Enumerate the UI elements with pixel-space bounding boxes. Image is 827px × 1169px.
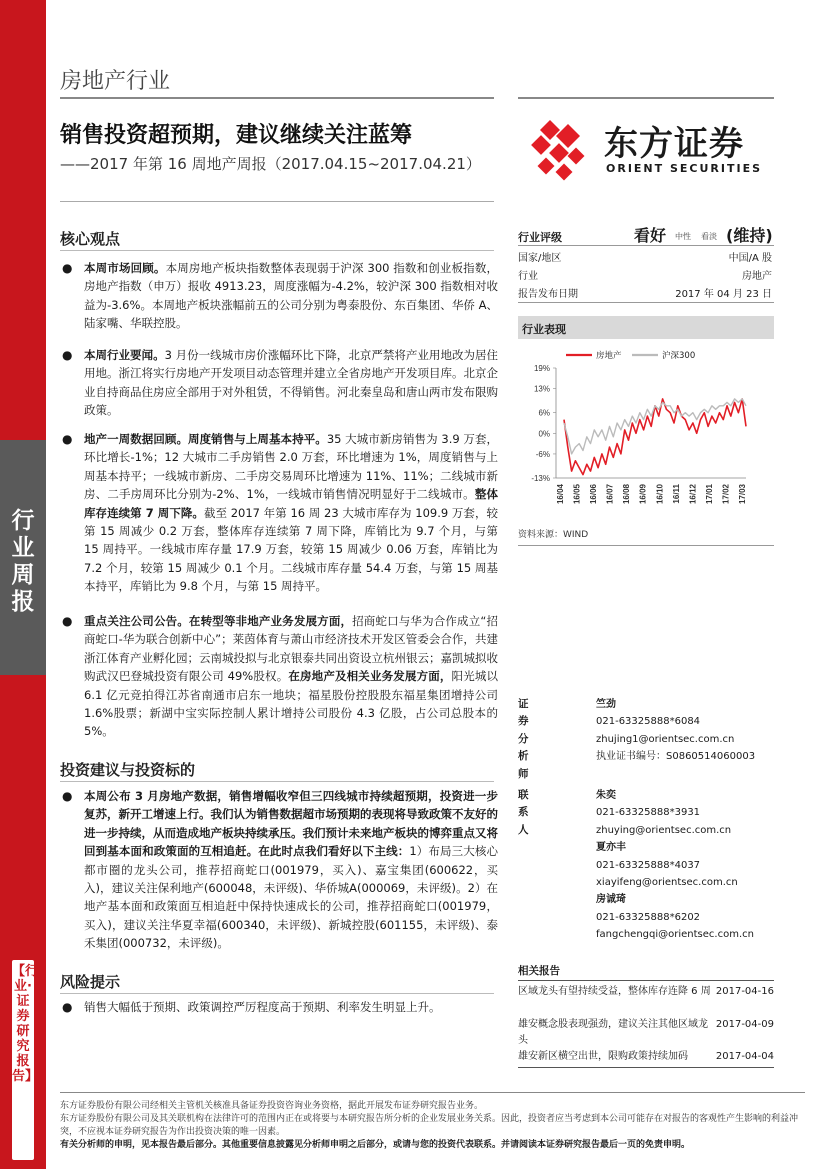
bullet-icon: ●: [62, 789, 73, 803]
analyst-role: 证券分析师: [518, 698, 529, 780]
contacts-role: 联系人: [518, 789, 529, 836]
core-heading-line: [60, 250, 494, 251]
analyst-email[interactable]: zhujing1@orientsec.com.cn: [596, 733, 735, 745]
footer-line-qualification: 东方证券股份有限公司经相关主管机关核准具备证券投资咨询业务资格，据此开展发布证券研究报告业务。: [60, 1101, 484, 1111]
chart-legend-label: 房地产: [596, 351, 622, 361]
advice-heading-line: [60, 781, 494, 782]
chart-x-tick-label: 17/03: [738, 484, 747, 505]
header-divider-right: [518, 97, 774, 99]
chart-y-tick-label: 13%: [533, 384, 550, 394]
performance-chart: [518, 344, 774, 514]
rating-row: [518, 222, 774, 246]
contact-email[interactable]: fangchengqi@orientsec.com.cn: [596, 929, 754, 941]
related-item[interactable]: 区域龙头有望持续受益，整体库存连降 6 周 2017-04-16: [518, 986, 774, 997]
core-item-data-review: ● 地产一周数据回顾。周度销售与上周基本持平。35 大城市新房销售为 3.9 万套，环比增长-1%；12 大城市二手房销售 2.0 万套，环比增速为 1%，周度销售与上周基本持平；一线城市新房、二手房交易周环比增速为 11%、11%；二线城市新房、二手房周环比分别为-2%、1%，一线城市销售情况明显好于二线城市。整体库存连续第 7 周下降。截至 2017 年第 16 周 23 大城市库存为 109.9 万套，较第 15 周减少 0.2 万套，整体库存连续第 7 周下降，库销比为 9.7 个月，与第 15 周持平。一线城市库存量 17.9 万套，较第 15 周减少 0.06 万套，库销比为 7.2 个月，较第 15 周减少 0.1 个月。二线城市库存量 54.4 万套，与第 15 周基本持平，库销比为 9.8 个月，与第 15 周持平。: [62, 432, 499, 594]
related-bottom-divider: [518, 1067, 774, 1068]
footer-divider: [60, 1092, 805, 1093]
advice-paragraph: ● 本周公布 3 月房地产数据，销售增幅收窄但三四线城市持续超预期，投资进一步复苏，新开工增速上行。我们认为销售数据超市场预期的表现将导致政策不友好的进一步持续，从而造成地产板块持续承压。我们预计未来地产板块的博弈重点又将回到基本面和政策面的互相追赶。在此时点我们看好以下主线：1）布局三大核心都市圈的龙头公司，推荐招商蛇口(001979，买入)、嘉宝集团(600622，买入)，建议关注保利地产(600048，未评级)、华侨城A(000069，未评级)。2）在地产基本面和政策面互相追赶中保持快速成长的公司，推荐招商蛇口(001979，买入)，建议关注华夏幸福(600340，未评级)、新城控股(601155，未评级)、泰禾集团(000732，未评级)。: [62, 789, 498, 951]
contact-name: 朱奕: [596, 790, 616, 801]
analyst-cert: 执业证书编号：S0860514060003: [596, 751, 756, 763]
contact-phone: 021-63325888*4037: [596, 859, 701, 871]
chart-x-tick-label: 16/04: [556, 484, 565, 505]
header-divider-left: [60, 97, 494, 99]
core-item-company-news: ● 重点关注公司公告。在转型等非地产业务发展方面，招商蛇口与华为合作成立“招商蛇口-华为联合创新中心”；莱茵体育与萧山市经济技术开发区管委会合作，共建浙江体育产业孵化园；云南城投拟与北京银泰共同出资设立杭州银云；嘉凯城拟收购武汉巴登城投资有限公司 49%股权。在房地产及相关业务发展方面，阳光城以 6.1 亿元竞拍得江苏省南通市启东一地块；福星股份控股股东福星集团增持公司 1.6%股票；新湖中宝实际控制人累计增持公司股份 4.3 亿股，占公司总股本的 5%。: [62, 614, 499, 739]
bullet-icon: ●: [62, 261, 73, 275]
bullet-icon: ●: [62, 614, 73, 628]
chart-y-tick-label: 6%: [538, 408, 550, 418]
chart-divider: [518, 545, 774, 546]
analyst-name: 竺劲: [596, 699, 616, 710]
report-title: 销售投资超预期，建议继续关注蓝筹: [60, 123, 413, 148]
risk-heading-line: [60, 993, 494, 994]
core-heading: 核心观点: [60, 230, 121, 248]
chart-x-tick-label: 16/11: [671, 484, 681, 504]
contact-email[interactable]: xiayifeng@orientsec.com.cn: [596, 877, 738, 889]
logo-english-name: ORIENT SECURITIES: [606, 162, 763, 175]
logo-mark-icon: [526, 114, 598, 184]
chart-series-line: [564, 399, 746, 454]
industry-label: 房地产行业: [60, 69, 171, 94]
rating-value: 看好: [634, 226, 667, 245]
bullet-icon: ●: [62, 348, 73, 362]
chart-legend-label: 沪深300: [662, 351, 696, 361]
footer-line-statement: 有关分析师的申明，见本报告最后部分。其他重要信息披露见分析师申明之后部分，或请与您的投资代表联系。并请阅读本证券研究报告最后一页的免责申明。: [60, 1140, 691, 1150]
chart-y-tick-label: 0%: [538, 429, 550, 439]
rating-option-neutral: 中性: [675, 232, 691, 241]
core-item-industry-news: ● 本周行业要闻。3 月份一线城市房价涨幅环比下降，北京严禁将产业用地改为居住用地。浙江将实行房地产开发项目动态管理并建立全省房地产开发项目库。北京企业自持商品住房应全部用于对外租赁，不得销售。河北秦皇岛和唐山两市发布限购政策。: [62, 348, 499, 418]
title-divider: [60, 201, 494, 202]
chart-source: 资料来源：WIND: [518, 530, 589, 540]
related-divider: [518, 980, 774, 981]
rating-label: 行业评级: [518, 231, 562, 244]
chart-x-tick-label: 17/02: [721, 484, 731, 505]
info-divider: [518, 302, 774, 303]
chart-y-tick-label: -13%: [531, 474, 550, 483]
footer-line-conflict: 东方证券股份有限公司及其关联机构在法律许可的范围内正在或将要与本研究报告所分析的企业发展业务关系。因此，投资者应当考虑到本公司可能存在对报告的客观性产生影响的利益冲突，不应视本证券研究报告为作出投资决策的唯一因素。: [60, 1114, 799, 1137]
chart-x-tick-label: 16/08: [622, 484, 632, 505]
contact-phone: 021-63325888*6202: [596, 911, 701, 923]
report-subtitle: ——2017 年第 16 周地产周报（2017.04.15~2017.04.21）: [60, 155, 481, 173]
chart-x-tick-label: 16/09: [638, 484, 648, 505]
info-row-region: 国家/地区 中国/A 股: [518, 253, 772, 264]
performance-heading: 行业表现: [518, 316, 774, 339]
sidebar-report-type: 行业周报: [11, 508, 35, 615]
risk-heading: 风险提示: [60, 973, 121, 991]
chart-x-tick-label: 16/10: [655, 484, 665, 505]
sidebar-report-category: 【行业·证券研究报告】: [12, 960, 34, 1160]
related-heading: 相关报告: [518, 965, 560, 977]
chart-series-line: [564, 399, 746, 475]
chart-x-tick-label: 16/12: [688, 484, 698, 505]
chart-x-tick-label: 16/06: [589, 484, 599, 505]
chart-x-tick-label: 16/05: [572, 484, 582, 505]
contact-name: 夏亦丰: [596, 842, 626, 854]
related-item[interactable]: 雄安概念股表现强劲，建议关注其他区域龙头 2017-04-09: [518, 1019, 774, 1046]
advice-heading: 投资建议与投资标的: [60, 761, 196, 779]
chart-x-tick-label: 17/01: [704, 484, 714, 505]
bullet-icon: ●: [62, 1000, 73, 1014]
core-item-market-review: ● 本周市场回顾。本周房地产板块指数整体表现弱于沪深 300 指数和创业板指数，房地产指数（申万）报收 4913.23，周度涨幅为-4.2%，较沪深 300 指数相对收益为-3.6%。本周地产板块涨幅前五的公司分别为粤泰股份、东百集团、华侨 A、陆家嘴、华联控股。: [62, 261, 498, 331]
company-logo: [526, 114, 791, 184]
related-item[interactable]: 雄安新区横空出世，限购政策持续加码 2017-04-04: [518, 1051, 774, 1062]
chart-y-tick-label: 19%: [533, 364, 550, 373]
footer-disclaimer: [60, 1100, 805, 1152]
info-row-date: 报告发布日期 2017 年 04 月 23 日: [518, 289, 772, 300]
contact-phone: 021-63325888*3931: [596, 807, 701, 819]
contact-email[interactable]: zhuying@orientsec.com.cn: [596, 824, 732, 836]
analyst-phone: 021-63325888*6084: [596, 716, 701, 728]
rating-option-bad: 看淡: [701, 232, 717, 241]
logo-chinese-name: 东方证券: [604, 124, 744, 164]
bullet-icon: ●: [62, 432, 73, 446]
info-row-industry: 行业 房地产: [518, 271, 772, 282]
contact-name: 房诚琦: [596, 894, 626, 906]
rating-maintain: (维持): [726, 226, 773, 245]
risk-paragraph: ● 销售大幅低于预期、政策调控严厉程度高于预期、利率发生明显上升。: [62, 998, 498, 1016]
chart-x-tick-label: 16/07: [605, 484, 615, 505]
chart-y-tick-label: -6%: [535, 449, 550, 459]
